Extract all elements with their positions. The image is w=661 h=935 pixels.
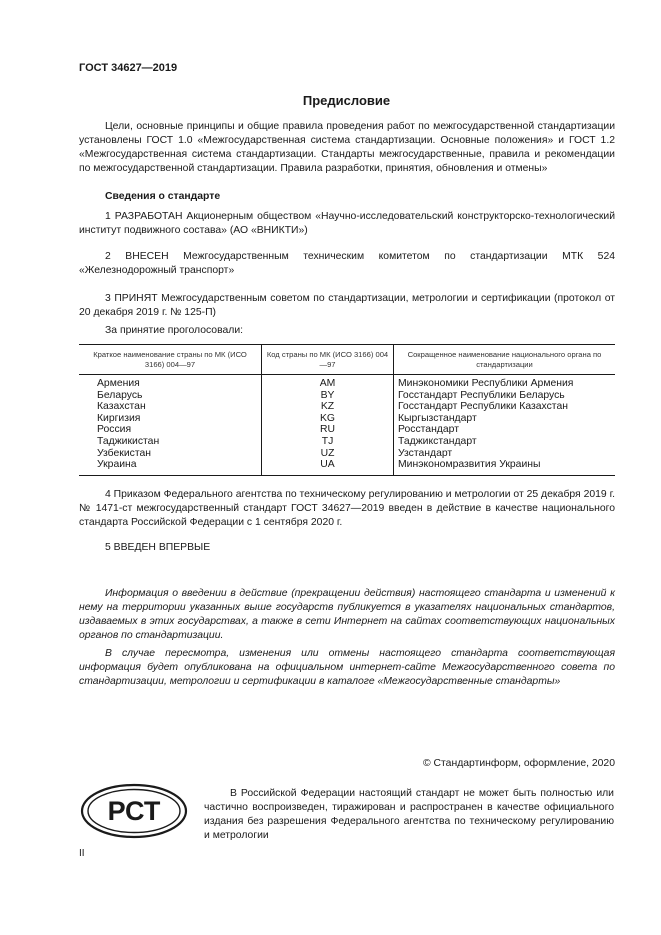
country-name: Киргизия [97,412,141,424]
header-country-code: Код страны по МК (ИСО 3166) 004—97 [262,345,394,375]
intro-paragraph: Цели, основные принципы и общие правила проведения работ по межгосударственной стандартизации установлены ГОСТ 1.0 «Межгосударственная система стандартизации. Основные положения» и ГОСТ 1.2 «Межгосударственная система стандартизации. Стандарты межгосударственные, правила и рекомендации по межгосударственной стандартизации. Правила разработки, принятия, обновления и отмены» [79,121,615,174]
member-states-table [79,344,615,476]
item-first-time: 5 ВВЕДЕН ВПЕРВЫЕ [105,542,211,553]
page-title: Предисловие [302,93,391,108]
standards-body: Минэкономразвития Украины [394,459,616,475]
standards-body: Госстандарт Республики Беларусь [394,390,616,402]
item-developed: 1 РАЗРАБОТАН Акционерным обществом «Научно-исследовательский конструкторско-технологический институт подвижного состава» (АО «ВНИКТИ») [79,211,615,236]
rst-logo-text: РСТ [107,796,161,826]
country-name: Таджикистан [97,435,160,447]
header-country-name: Краткое наименование страны по МК (ИСО 3166) 004—97 [79,345,262,375]
item-enacted: 4 Приказом Федерального агентства по техническому регулированию и метрологии от 25 декабря 2019 г. № 1471-ст межгосударственный стандарт ГОСТ 34627—2019 введен в действие в качестве национального стандарта Российской Федерации с 1 сентября 2020 г. [79,489,615,528]
country-code: UA [262,459,394,475]
country-name: Армения [97,378,140,389]
copyright-notice: © Стандартинформ, оформление, 2020 [422,758,615,769]
country-code: UZ [262,448,394,460]
table-row [79,424,615,436]
country-code: TJ [262,436,394,448]
table-row [79,401,615,413]
notice-paragraph-revision: В случае пересмотра, изменения или отмены настоящего стандарта соответствующая информация будет опубликована на официальном интернет-сайте Межгосударственного совета по стандартизации, метрологии и сертификации в каталоге «Межгосударственные стандарты» [79,648,615,687]
item-adopted: 3 ПРИНЯТ Межгосударственным советом по стандартизации, метрологии и сертификации (протокол от 20 декабря 2019 г. № 125-П) [79,293,615,318]
country-code: RU [262,424,394,436]
table-row [79,413,615,425]
standards-body: Таджикстандарт [394,436,616,448]
standards-body: Узстандарт [394,448,616,460]
rst-logo-icon [80,783,188,839]
standards-body: Госстандарт Республики Казахстан [394,401,616,413]
standards-body: Росстандарт [394,424,616,436]
country-name: Россия [97,424,132,436]
country-name: Узбекистан [97,447,151,459]
rst-logo [80,783,188,844]
table-row [79,375,615,390]
country-code: BY [262,390,394,402]
table-row [79,436,615,448]
country-name: Беларусь [97,389,143,401]
info-heading: Сведения о стандарте [105,191,221,202]
table-row [79,390,615,402]
table-row [79,459,615,475]
header-standards-body: Сокращенное наименование национального органа по стандартизации [394,345,616,375]
country-code: KZ [262,401,394,413]
page-number: II [79,848,85,859]
rights-notice: В Российской Федерации настоящий стандарт не может быть полностью или частично воспроизведен, тиражирован и распространен в качестве официального издания без разрешения Федерального агентства по техническому регулированию и метрологии [204,788,614,841]
country-code: KG [262,413,394,425]
voted-label: За принятие проголосовали: [105,325,244,336]
item-submitted: 2 ВНЕСЕН Межгосударственным техническим комитетом по стандартизации МТК 524 «Железнодорожный транспорт» [79,251,615,276]
table-header-row [79,345,615,375]
notice-paragraph-publication: Информация о введении в действие (прекращении действия) настоящего стандарта и изменений к нему на территории указанных выше государств публикуется в указателях национальных стандартов, издаваемых в этих государствах, а также в сети Интернет на сайтах соответствующих национальных органов по стандартизации. [79,588,615,641]
standards-body: Минэкономики Республики Армения [394,375,616,390]
country-name: Казахстан [97,401,146,413]
country-code: AM [262,375,394,390]
document-id: ГОСТ 34627—2019 [79,62,178,74]
country-name: Украина [79,459,262,475]
standards-body: Кыргызстандарт [394,413,616,425]
table-row [79,448,615,460]
